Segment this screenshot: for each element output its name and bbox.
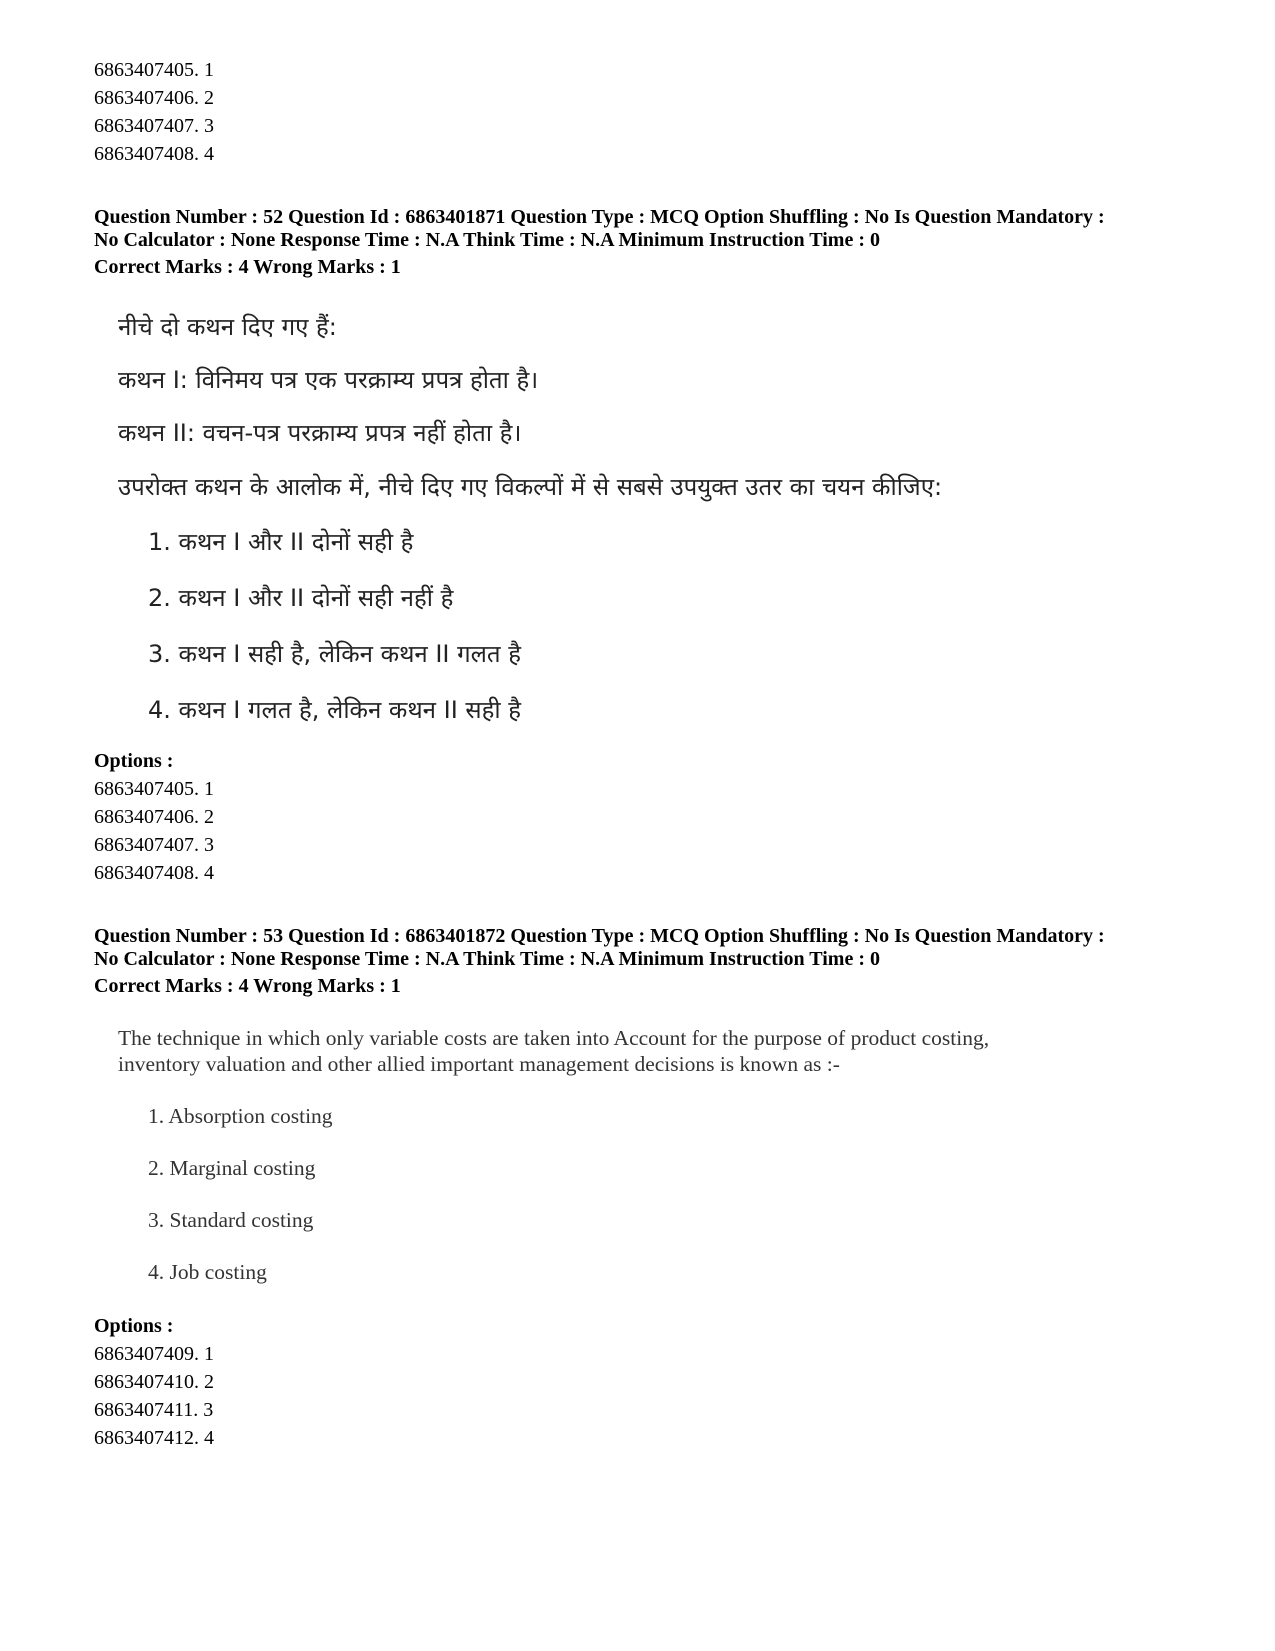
- option-id: 6863407405. 1: [94, 59, 214, 81]
- q52-instruction: उपरोक्त कथन के आलोक में, नीचे दिए गए विकल्पों में से सबसे उपयुक्त उतर का चयन कीजिए:: [118, 473, 943, 501]
- q53-question-line1: The technique in which only variable costs are taken into Account for the purpose of product costing,: [118, 1026, 990, 1050]
- q52-options-label: Options :: [94, 750, 174, 772]
- q52-choice-4: 4. कथन I गलत है, लेकिन कथन II सही है: [148, 696, 521, 724]
- q53-options-label: Options :: [94, 1315, 174, 1337]
- option-id: 6863407407. 3: [94, 834, 214, 856]
- option-id: 6863407408. 4: [94, 862, 214, 884]
- option-id: 6863407406. 2: [94, 806, 214, 828]
- q52-choice-2: 2. कथन I और II दोनों सही नहीं है: [148, 584, 454, 612]
- q53-header-line2: No Calculator : None Response Time : N.A Think Time : N.A Minimum Instruction Time : 0: [94, 948, 880, 970]
- option-id: 6863407409. 1: [94, 1343, 214, 1365]
- q53-choice-4: 4. Job costing: [148, 1260, 267, 1284]
- option-id: 6863407411. 3: [94, 1399, 214, 1421]
- option-id: 6863407406. 2: [94, 87, 214, 109]
- q53-choice-1: 1. Absorption costing: [148, 1104, 333, 1128]
- q53-question-line2: inventory valuation and other allied important management decisions is known as :-: [118, 1052, 840, 1076]
- q53-choice-2: 2. Marginal costing: [148, 1156, 316, 1180]
- q53-choice-3: 3. Standard costing: [148, 1208, 314, 1232]
- q52-marks: Correct Marks : 4 Wrong Marks : 1: [94, 256, 401, 278]
- q52-intro: नीचे दो कथन दिए गए हैं:: [118, 313, 337, 341]
- option-id: 6863407410. 2: [94, 1371, 214, 1393]
- option-id: 6863407412. 4: [94, 1427, 214, 1449]
- option-id: 6863407407. 3: [94, 115, 214, 137]
- q52-statement-1: कथन I: विनिमय पत्र एक परक्राम्य प्रपत्र होता है।: [118, 366, 539, 394]
- q52-header-line2: No Calculator : None Response Time : N.A Think Time : N.A Minimum Instruction Time : 0: [94, 229, 880, 251]
- q52-choice-1: 1. कथन I और II दोनों सही है: [148, 528, 414, 556]
- option-id: 6863407408. 4: [94, 143, 214, 165]
- q53-marks: Correct Marks : 4 Wrong Marks : 1: [94, 975, 401, 997]
- q53-header-line1: Question Number : 53 Question Id : 6863401872 Question Type : MCQ Option Shuffling : No Is Question Mandatory :: [94, 925, 1105, 947]
- option-id: 6863407405. 1: [94, 778, 214, 800]
- q52-header-line1: Question Number : 52 Question Id : 6863401871 Question Type : MCQ Option Shuffling : No Is Question Mandatory :: [94, 206, 1105, 228]
- q52-statement-2: कथन II: वचन-पत्र परक्राम्य प्रपत्र नहीं होता है।: [118, 419, 522, 447]
- q52-choice-3: 3. कथन I सही है, लेकिन कथन II गलत है: [148, 640, 521, 668]
